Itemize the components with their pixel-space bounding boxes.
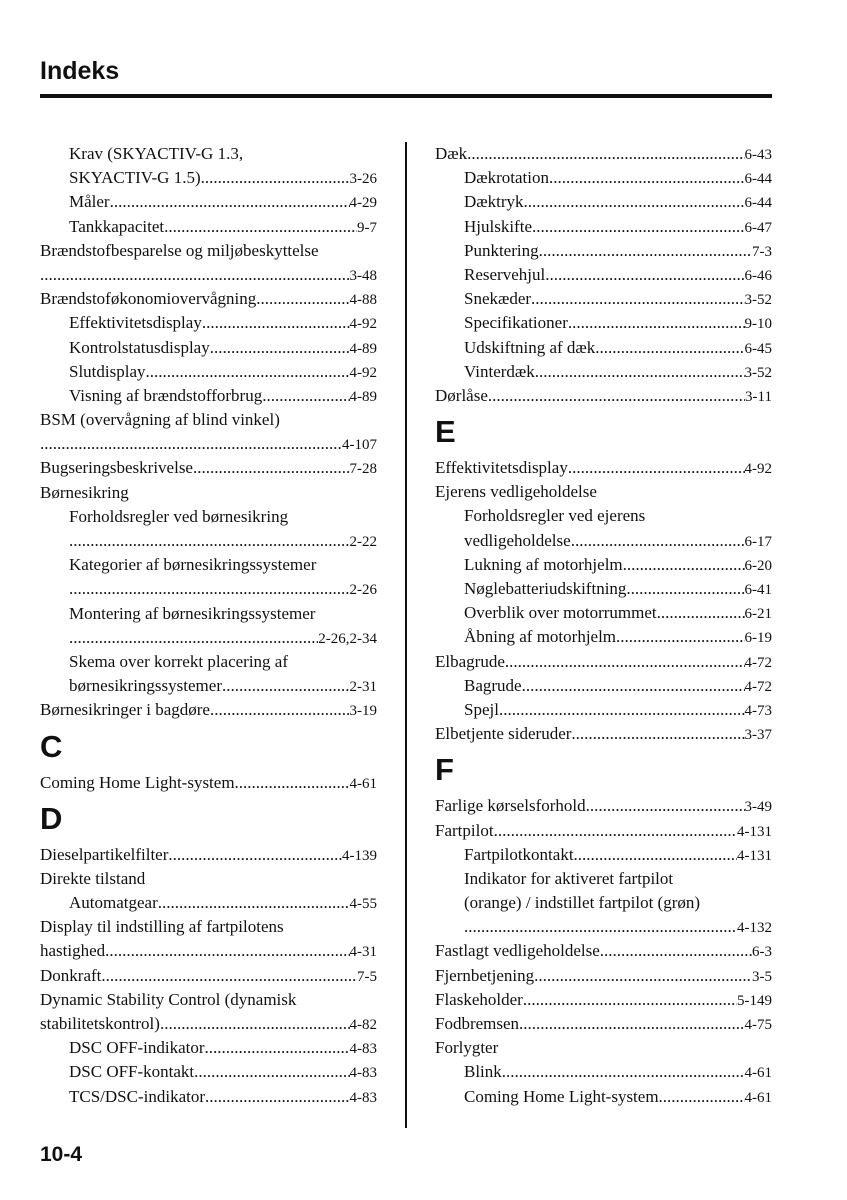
dot-leader (193, 456, 350, 480)
entry-term: Bugseringsbeskrivelse (40, 458, 193, 478)
entry-page-ref: 7-3 (752, 243, 772, 260)
entry-term: Specifikationer (464, 313, 568, 333)
entry-term: Donkraft (40, 965, 102, 985)
entry-page-ref: 4-92 (349, 364, 377, 381)
entry-term: Fodbremsen (435, 1014, 520, 1033)
index-subentry (435, 577, 772, 601)
section-letter: D (40, 800, 63, 836)
title-rule (40, 94, 772, 98)
index-entry-text: Børnesikring (40, 482, 129, 502)
entry-term: SKYACTIV-G 1.5) (69, 168, 201, 188)
section-letter: C (40, 728, 63, 764)
entry-term: Coming Home Light-system (40, 772, 235, 792)
dot-leader (168, 843, 342, 867)
dot-leader (235, 771, 350, 795)
dot-leader (626, 577, 744, 601)
index-column-left (40, 142, 377, 1109)
entry-term: Nøglebatteriudskiftning (464, 579, 627, 598)
entry-page-ref: 7-28 (349, 461, 377, 478)
index-entry (40, 1012, 377, 1036)
dot-leader (532, 215, 745, 239)
entry-page-ref: 4-83 (349, 1065, 377, 1082)
entry-term: DSC OFF-indikator (69, 1038, 205, 1058)
entry-term: Fartpilot (435, 820, 494, 840)
index-subentry (435, 215, 772, 239)
entry-term: Kontrolstatusdisplay (69, 337, 210, 357)
index-subentry-text: (orange) / indstillet fartpilot (grøn) (464, 893, 701, 913)
entry-term: Visning af brændstofforbrug (69, 385, 263, 405)
page-title: Indeks (40, 57, 120, 85)
entry-term: Automatgear (69, 893, 158, 913)
index-entry (435, 1012, 772, 1036)
entry-term: vedligeholdelse (464, 530, 571, 550)
entry-page-ref: 5-149 (737, 992, 772, 1009)
index-entry (435, 722, 772, 746)
entry-page-ref: 3-19 (349, 703, 377, 720)
index-entry-text: Direkte tilstand (40, 868, 146, 888)
entry-term: Brændstoføkonomiovervågning (40, 289, 257, 309)
entry-page-ref: 6-44 (744, 171, 772, 188)
entry-term: Farlige kørselsforhold (435, 796, 586, 816)
dot-leader (502, 1060, 745, 1084)
index-subentry (435, 1060, 772, 1084)
dot-leader (623, 553, 745, 577)
entry-term: børnesikringssystemer (69, 676, 222, 696)
dot-leader (210, 336, 350, 360)
dot-leader (574, 843, 737, 867)
dot-leader (69, 577, 350, 601)
entry-page-ref: 2-26 (349, 582, 377, 599)
entry-term: Elbagrude (435, 651, 505, 671)
index-entry (435, 794, 772, 818)
index-subentry (40, 384, 377, 408)
entry-page-ref: 6-45 (744, 340, 772, 357)
index-subentry (40, 311, 377, 335)
entry-page-ref: 3-48 (349, 267, 377, 284)
entry-term: Effektivitetsdisplay (435, 458, 568, 478)
entry-page-ref: 3-11 (745, 388, 772, 405)
index-subentry (40, 1085, 377, 1109)
entry-page-ref: 6-41 (744, 582, 772, 598)
index-entry (435, 384, 772, 408)
index-subentry (40, 190, 377, 214)
entry-term: Dækrotation (464, 168, 549, 188)
entry-term: Blink (464, 1062, 502, 1082)
index-entry (40, 287, 377, 311)
index-subentry-text: Krav (SKYACTIV-G 1.3, (69, 144, 244, 163)
entry-term: Måler (69, 192, 110, 212)
dot-leader (110, 190, 350, 214)
dot-leader (202, 311, 350, 335)
index-subentry (40, 166, 377, 190)
entry-page-ref: 6-21 (744, 606, 772, 623)
entry-term: stabilitetskontrol) (40, 1014, 160, 1033)
index-subentry (435, 190, 772, 214)
index-subentry (40, 891, 377, 915)
entry-page-ref: 4-107 (342, 437, 377, 454)
index-subentry (435, 843, 772, 867)
entry-page-ref: 9-10 (744, 316, 772, 333)
entry-page-ref: 4-61 (744, 1089, 772, 1106)
index-entry (435, 964, 772, 988)
dot-leader (488, 384, 745, 408)
entry-page-ref: 4-82 (349, 1017, 377, 1033)
dot-leader (146, 360, 350, 384)
index-subentry (435, 336, 772, 360)
entry-term: Hjulskifte (464, 216, 532, 236)
index-entry (40, 964, 377, 988)
index-entry (435, 988, 772, 1012)
index-entry (40, 456, 377, 480)
dot-leader (534, 964, 752, 988)
dot-leader (505, 650, 745, 674)
entry-page-ref: 3-5 (752, 968, 772, 985)
index-subentry (435, 915, 772, 939)
dot-leader (616, 625, 744, 649)
entry-page-ref: 4-139 (342, 847, 377, 864)
entry-page-ref: 6-44 (744, 195, 772, 212)
entry-page-ref: 6-19 (744, 630, 772, 647)
dot-leader (210, 698, 350, 722)
dot-leader (201, 166, 350, 190)
index-entry (435, 650, 772, 674)
index-entry (40, 432, 377, 456)
entry-term: Elbetjente sideruder (435, 724, 572, 744)
index-subentry (40, 577, 377, 601)
entry-term: Vinterdæk (464, 361, 535, 381)
index-subentry (435, 625, 772, 649)
entry-page-ref: 2-22 (349, 534, 377, 550)
index-subentry (435, 674, 772, 698)
entry-page-ref: 4-88 (349, 292, 377, 309)
dot-leader (545, 263, 744, 287)
entry-term: Slutdisplay (69, 361, 146, 381)
index-entry-text: Display til indstilling af fartpilotens (40, 917, 284, 937)
index-subentry (40, 360, 377, 384)
entry-page-ref: 4-31 (349, 944, 377, 961)
index-subentry (435, 553, 772, 577)
entry-term: Dæk (435, 144, 468, 163)
entry-term: Reservehjul (464, 264, 546, 284)
entry-term: Fjernbetjening (435, 965, 535, 985)
index-subentry (435, 601, 772, 625)
dot-leader (586, 794, 745, 818)
entry-page-ref: 3-52 (744, 292, 772, 309)
dot-leader (40, 432, 342, 456)
dot-leader (535, 360, 745, 384)
dot-leader (69, 626, 318, 650)
index-entry-text: Brændstofbesparelse og miljøbeskyttelse (40, 240, 319, 260)
entry-term: DSC OFF-kontakt (69, 1062, 195, 1082)
index-subentry (435, 311, 772, 335)
dot-leader (571, 722, 744, 746)
index-entry (40, 939, 377, 963)
entry-page-ref: 3-26 (349, 171, 377, 188)
index-subentry (435, 529, 772, 553)
entry-term: Punktering (464, 240, 539, 260)
entry-page-ref: 4-83 (349, 1041, 377, 1058)
entry-term: Overblik over motorrummet (464, 603, 657, 623)
entry-term: Dæktryk (464, 192, 524, 212)
entry-page-ref: 6-20 (744, 557, 772, 574)
index-entry (435, 456, 772, 480)
entry-term: Børnesikringer i bagdøre (40, 700, 210, 720)
index-entry (40, 771, 377, 795)
entry-page-ref: 9-7 (357, 219, 377, 236)
index-subentry (40, 1036, 377, 1060)
entry-term: Udskiftning af dæk (464, 337, 596, 357)
dot-leader (69, 529, 350, 553)
index-entry-text: Ejerens vedligeholdelse (435, 482, 597, 502)
dot-leader (600, 939, 752, 963)
index-entry (435, 142, 772, 166)
entry-page-ref: 4-131 (737, 847, 772, 864)
index-entry (40, 698, 377, 722)
index-entry-text: Dynamic Stability Control (dynamisk (40, 989, 297, 1009)
dot-leader (158, 891, 350, 915)
dot-leader (549, 166, 745, 190)
dot-leader (194, 1060, 349, 1084)
index-entry (435, 819, 772, 843)
index-subentry (435, 166, 772, 190)
index-subentry-text: Forholdsregler ved ejerens (464, 506, 646, 526)
index-subentry (435, 287, 772, 311)
index-subentry (40, 626, 377, 650)
index-subentry (40, 529, 377, 553)
entry-term: Coming Home Light-system (464, 1086, 659, 1106)
dot-leader (40, 263, 350, 287)
dot-leader (531, 287, 744, 311)
entry-term: Fartpilotkontakt (464, 844, 574, 864)
entry-page-ref: 4-55 (349, 896, 377, 913)
index-subentry-text: Montering af børnesikringssystemer (69, 603, 316, 623)
entry-page-ref: 3-52 (744, 364, 772, 381)
column-divider (405, 142, 407, 1128)
index-subentry (40, 674, 377, 698)
dot-leader (494, 819, 737, 843)
index-column-right (435, 142, 772, 1109)
entry-page-ref: 4-72 (744, 654, 772, 671)
dot-leader (568, 456, 745, 480)
entry-page-ref: 3-49 (744, 799, 772, 816)
index-entry (40, 843, 377, 867)
entry-page-ref: 4-83 (349, 1089, 377, 1106)
section-letter: E (435, 414, 456, 450)
index-subentry (435, 1085, 772, 1109)
entry-term: TCS/DSC-indikator (69, 1086, 206, 1106)
dot-leader (205, 1085, 349, 1109)
entry-page-ref: 6-47 (744, 219, 772, 236)
page-number: 10-4 (40, 1143, 83, 1166)
dot-leader (523, 988, 737, 1012)
entry-term: Åbning af motorhjelm (464, 627, 617, 647)
entry-term: Tankkapacitet (69, 216, 165, 236)
dot-leader (539, 239, 752, 263)
index-entry-text: Forlygter (435, 1038, 499, 1058)
index-subentry-text: Indikator for aktiveret fartpilot (464, 868, 674, 888)
dot-leader (105, 939, 349, 963)
dot-leader (499, 698, 745, 722)
dot-leader (256, 287, 349, 311)
index-subentry (40, 215, 377, 239)
entry-page-ref: 6-17 (744, 533, 772, 550)
dot-leader (519, 1012, 744, 1036)
entry-page-ref: 4-89 (349, 340, 377, 357)
index-subentry (435, 360, 772, 384)
dot-leader (467, 142, 744, 166)
dot-leader (101, 964, 357, 988)
entry-page-ref: 3-37 (744, 727, 772, 744)
entry-term: Spejl (464, 699, 499, 719)
index-subentry-text: Forholdsregler ved børnesikring (69, 506, 289, 526)
dot-leader (659, 1085, 745, 1109)
index-entry (40, 263, 377, 287)
dot-leader (568, 311, 745, 335)
dot-leader (205, 1036, 350, 1060)
entry-page-ref: 4-61 (744, 1065, 772, 1082)
index-entry-text: BSM (overvågning af blind vinkel) (40, 410, 280, 430)
entry-page-ref: 7-5 (357, 968, 377, 985)
dot-leader (464, 915, 737, 939)
dot-leader (262, 384, 349, 408)
entry-page-ref: 6-46 (744, 267, 772, 284)
entry-page-ref: 4-132 (737, 920, 772, 937)
entry-term: Bagrude (464, 675, 522, 695)
dot-leader (657, 601, 745, 625)
entry-term: Fastlagt vedligeholdelse (435, 941, 600, 961)
entry-term: Effektivitetsdisplay (69, 313, 202, 333)
entry-term: Flaskeholder (435, 989, 523, 1009)
index-subentry (40, 336, 377, 360)
entry-page-ref: 4-92 (744, 461, 772, 478)
index-subentry (435, 263, 772, 287)
entry-page-ref: 6-43 (744, 147, 772, 163)
dot-leader (222, 674, 350, 698)
index-subentry (435, 698, 772, 722)
entry-page-ref: 2-26,2-34 (318, 630, 377, 647)
dot-leader (595, 336, 744, 360)
entry-page-ref: 4-92 (349, 316, 377, 333)
entry-page-ref: 4-131 (737, 823, 772, 840)
entry-page-ref: 6-3 (752, 944, 772, 961)
entry-term: Lukning af motorhjelm (464, 554, 623, 574)
dot-leader (524, 190, 745, 214)
entry-term: Snekæder (464, 289, 532, 309)
entry-term: Dieselpartikelfilter (40, 844, 169, 864)
dot-leader (164, 215, 357, 239)
entry-term: Dørlåse (435, 385, 488, 405)
index-subentry (40, 1060, 377, 1084)
entry-term: hastighed (40, 941, 106, 961)
entry-page-ref: 4-61 (349, 775, 377, 792)
entry-page-ref: 4-89 (349, 388, 377, 405)
index-entry (435, 939, 772, 963)
dot-leader (522, 674, 745, 698)
dot-leader (160, 1012, 350, 1036)
index-subentry-text: Skema over korrekt placering af (69, 651, 289, 671)
index-subentry (435, 239, 772, 263)
entry-page-ref: 4-29 (349, 195, 377, 212)
entry-page-ref: 4-72 (744, 678, 772, 695)
entry-page-ref: 4-73 (744, 702, 772, 719)
entry-page-ref: 2-31 (349, 679, 377, 696)
index-subentry-text: Kategorier af børnesikringssystemer (69, 555, 317, 575)
entry-page-ref: 4-75 (744, 1017, 772, 1033)
dot-leader (571, 529, 745, 553)
section-letter: F (435, 752, 454, 788)
